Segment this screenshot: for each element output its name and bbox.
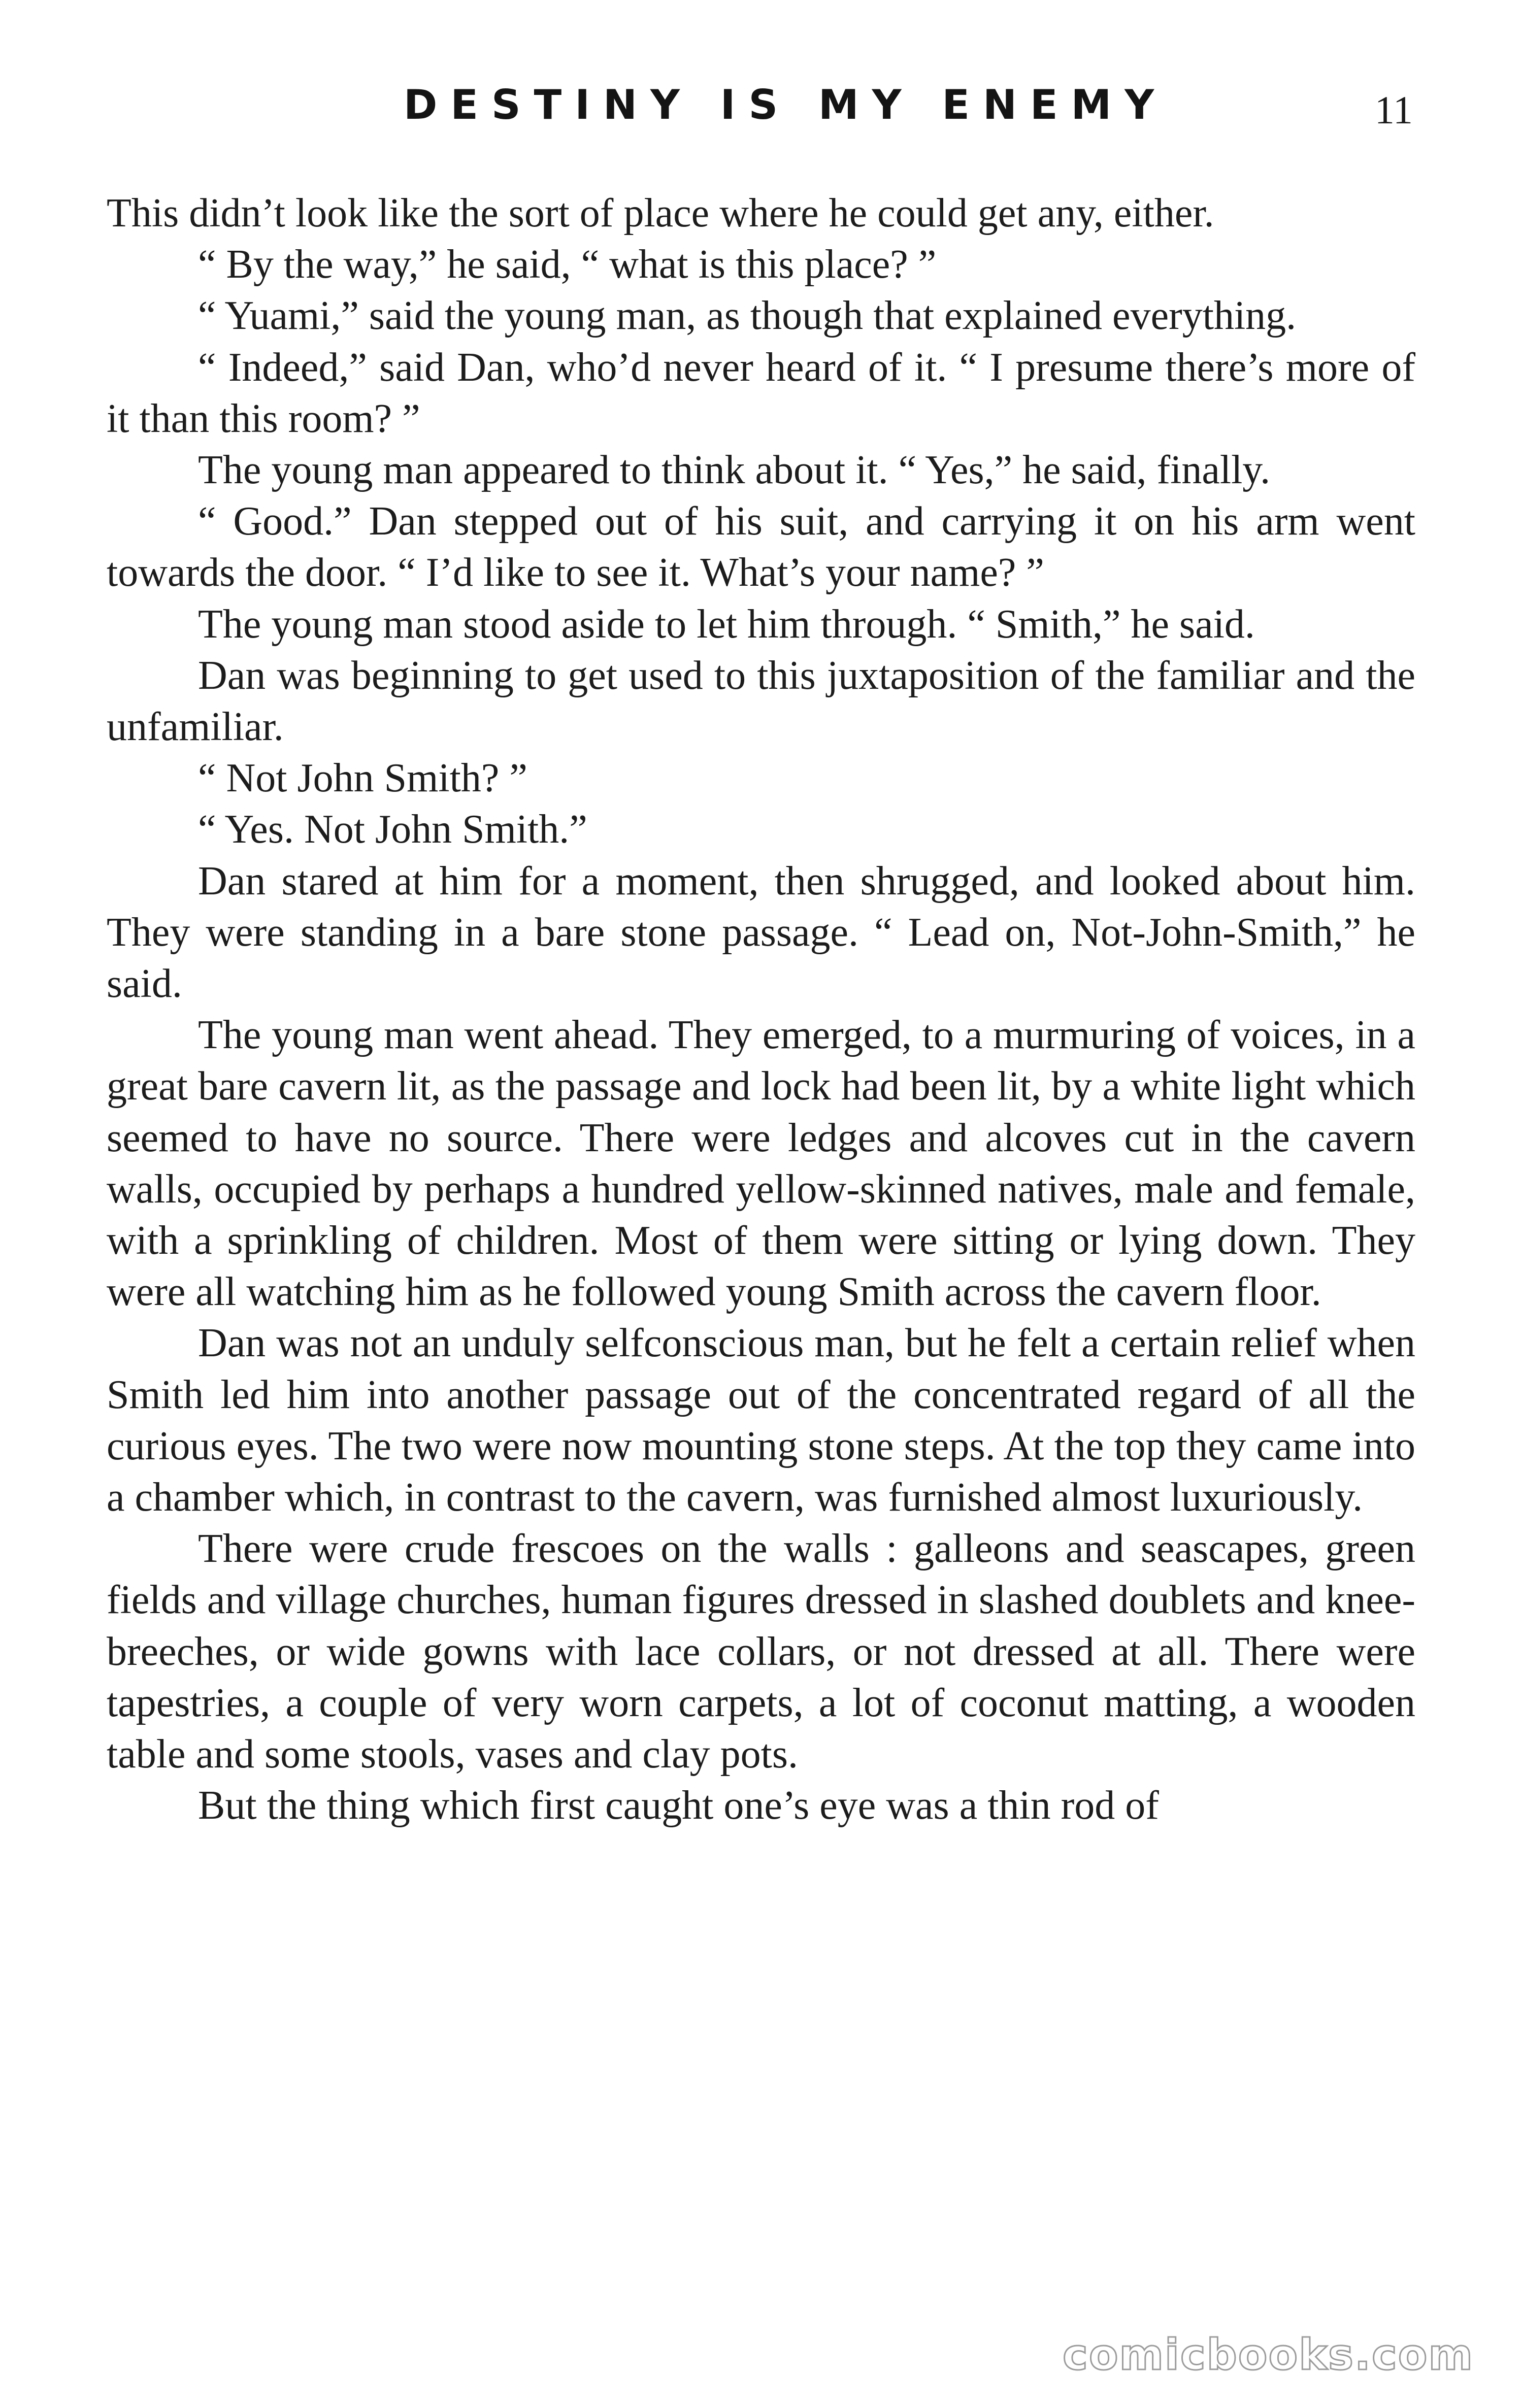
paragraph: The young man stood aside to let him through. “ Smith,” he said. [198,601,1255,647]
paragraph: This didn’t look like the sort of place where he could get any, either. [107,191,1214,236]
paragraph: “ Not John Smith? ” [198,756,527,801]
paragraph: The young man went ahead. They emerged, to a murmuring of voices, in a great bare cavern lit, as the passage and lock had been lit, by a white light which seemed to have no source. There were ledges and alcoves cut in the cavern walls, occupied by perhaps a hundred yellow-skinned natives, male and female, with a sprinkling of children. Most of them were sitting or lying down. They were all watching him as he followed young Smith across the cavern floor. [107,1013,1415,1315]
paragraph: Dan stared at him for a moment, then shrugged, and looked about him. They were standing in a bare stone passage. “ Lead on, Not-John-Smith,” he said. [107,858,1415,1007]
paragraph: “ Yes. Not John Smith.” [198,807,587,852]
watermark: comicbooks.com [1063,2330,1474,2380]
paragraph: The young man appeared to think about it. “ Yes,” he said, finally. [198,448,1271,493]
paragraph: Dan was beginning to get used to this juxtaposition of the familiar and the unfamiliar. [107,653,1415,750]
paragraph: “ Indeed,” said Dan, who’d never heard of it. “ I presume there’s more of it than this room? ” [107,345,1415,441]
paragraph: “ By the way,” he said, “ what is this place? ” [198,242,937,287]
paragraph: Dan was not an unduly selfconscious man, but he felt a certain relief when Smith led him into another passage out of the concentrated regard of all the curious eyes. The two were now mounting stone steps. At the top they came into a chamber which, in contrast to the cavern, was furnished almost luxuriously. [107,1321,1415,1520]
page-header [0,76,1522,137]
body-text [107,188,1415,1832]
paragraph: There were crude frescoes on the walls : galleons and seascapes, green fields and village churches, human figures dressed in slashed doublets and knee-breeches, or wide gowns with lace collars, or not dressed at all. There were tapestries, a couple of very worn carpets, a lot of coconut matting, a wooden table and some stools, vases and clay pots. [107,1526,1415,1777]
running-head: DESTINY IS MY ENEMY [404,81,1168,128]
paragraph: “ Yuami,” said the young man, as though that explained everything. [198,293,1297,339]
page-number: 11 [1374,88,1413,132]
paragraph: But the thing which first caught one’s eye was a thin rod of [198,1783,1159,1828]
paragraph: “ Good.” Dan stepped out of his suit, and carrying it on his arm went towards the door. “ I’d like to see it. What’s your name? ” [107,499,1415,595]
